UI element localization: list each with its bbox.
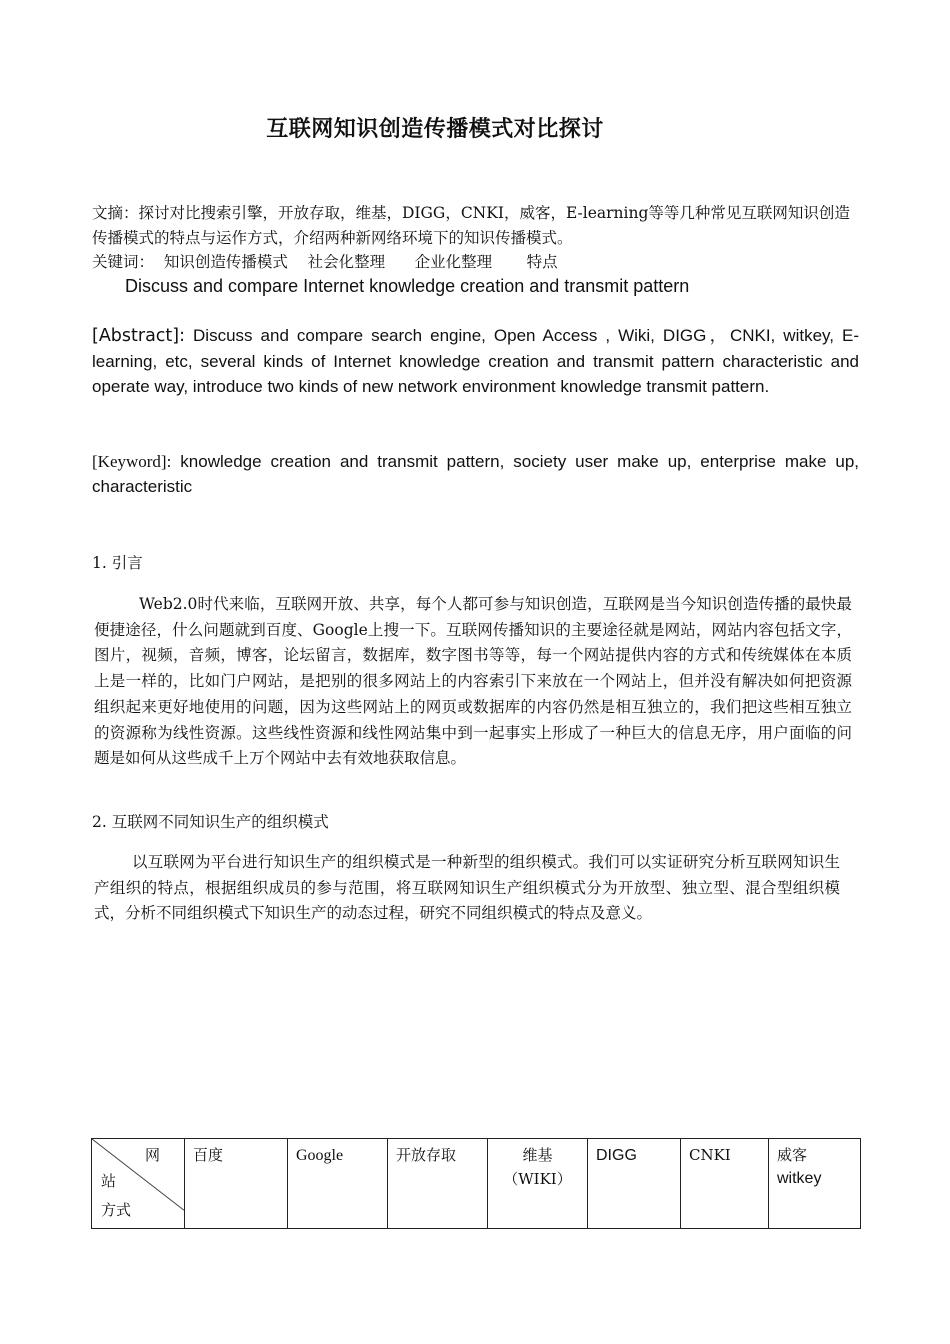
table-header-cell [769, 1139, 861, 1229]
table-header-cell [488, 1139, 588, 1229]
document-title: 互联网知识创造传播模式对比探讨 [266, 117, 604, 142]
table-corner-cell [92, 1139, 185, 1229]
abstract-text: Discuss and compare search engine, Open Access , Wiki, DIGG，CNKI, witkey, E-learning, etc, several kinds of Internet knowledge creation and transmit pattern characteristic and operate way, introduce two kinds of new network environment knowledge transmit pattern. [92, 326, 859, 396]
column-name: 维基 [522, 1146, 553, 1164]
column-name: 开放存取 [396, 1146, 457, 1164]
column-name: 百度 [193, 1146, 224, 1164]
section-1-heading: 1. 引言 [92, 554, 143, 572]
corner-label-bottom: 方式 [101, 1201, 132, 1219]
column-subname: witkey [777, 1170, 822, 1187]
column-name: Google [296, 1147, 344, 1164]
english-title: Discuss and compare Internet knowledge creation and transmit pattern [125, 276, 690, 296]
section-2-heading: 2. 互联网不同知识生产的组织模式 [92, 813, 329, 831]
english-keywords [92, 449, 859, 499]
table-header-cell [681, 1139, 769, 1229]
table-header-cell [185, 1139, 288, 1229]
corner-label-top: 网 [144, 1146, 160, 1164]
column-name: DIGG [596, 1147, 637, 1164]
section-1-paragraph: Web2.0时代来临，互联网开放、共享，每个人都可参与知识创造，互联网是当今知识创造传播的最快最便捷途径，什么问题就到百度、Google上搜一下。互联网传播知识的主要途径就是网站，网站内容包括文字，图片，视频，音频，博客，论坛留言，数据库，数字图书等等，每一个网站提供内容的方式和传统媒体在本质上是一样的，比如门户网站，是把别的很多网站上的内容索引下来放在一个网站上，但并没有解决如何把资源组织起来更好地使用的问题，因为这些网站上的网页或数据库的内容仍然是相互独立的，我们把这些相互独立的资源称为线性资源。这些线性资源和线性网站集中到一起事实上形成了一种巨大的信息无序，用户面临的问题是如何从这些成千上万个网站中去有效地获取信息。 [94, 595, 852, 768]
column-subname: （WIKI） [503, 1170, 572, 1188]
corner-label-middle: 站 [101, 1172, 117, 1190]
chinese-abstract: 文摘：探讨对比搜索引擎，开放存取，维基，DIGG，CNKI，威客，E-learning等等几种常见互联网知识创造传播模式的特点与运作方式，介绍两种新网络环境下的知识传播模式。 [92, 204, 850, 247]
comparison-table [91, 1138, 861, 1229]
column-name: 威客 [777, 1146, 808, 1164]
keyword-label: [Keyword]: [92, 452, 172, 471]
column-name: CNKI [689, 1146, 731, 1164]
chinese-keywords: 关键词： 知识创造传播模式 社会化整理 企业化整理 特点 [92, 253, 558, 271]
keyword-text: knowledge creation and transmit pattern, society user make up, enterprise make up, characteristic [92, 452, 859, 496]
table-header-cell [288, 1139, 388, 1229]
english-abstract [92, 323, 859, 399]
table-header-cell [588, 1139, 681, 1229]
abstract-label: [Abstract]: [92, 326, 186, 346]
section-2-paragraph: 以互联网为平台进行知识生产的组织模式是一种新型的组织模式。我们可以实证研究分析互联网知识生产组织的特点，根据组织成员的参与范围，将互联网知识生产组织模式分为开放型、独立型、混合型组织模式，分析不同组织模式下知识生产的动态过程，研究不同组织模式的特点及意义。 [94, 853, 840, 923]
table-header-row [92, 1139, 861, 1229]
table-header-cell [388, 1139, 488, 1229]
